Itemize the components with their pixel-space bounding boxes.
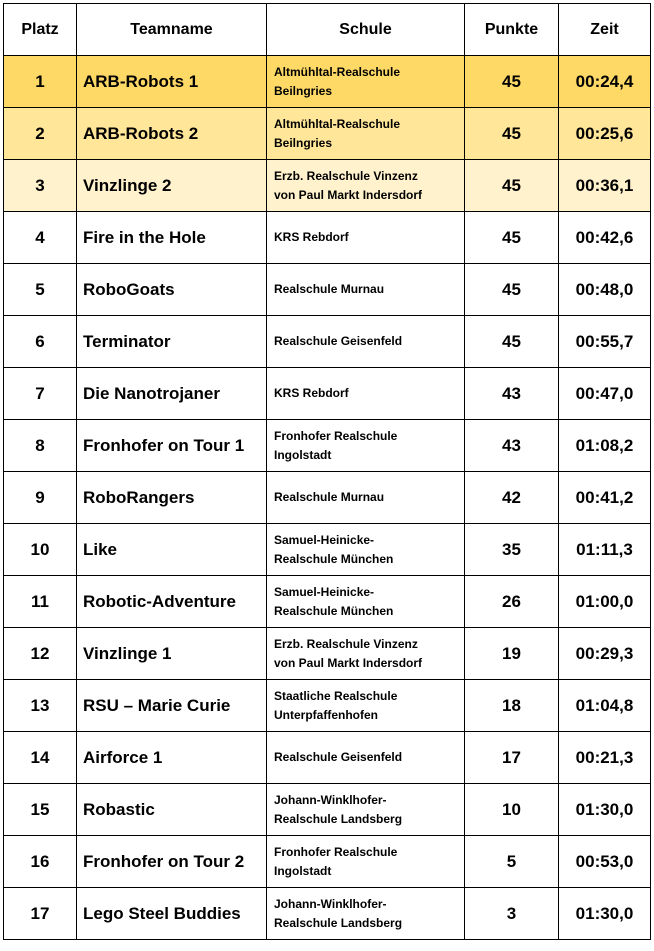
table-row bbox=[4, 576, 651, 628]
table-row bbox=[4, 524, 651, 576]
table-row bbox=[4, 732, 651, 784]
cell-teamname: Terminator bbox=[77, 316, 267, 368]
schule-line-1: Fronhofer Realschule bbox=[274, 428, 398, 443]
schule-line-1: Realschule Geisenfeld bbox=[274, 750, 403, 764]
cell-teamname: RoboRangers bbox=[77, 472, 267, 524]
cell-teamname: Fire in the Hole bbox=[77, 212, 267, 264]
cell-zeit: 00:55,7 bbox=[559, 316, 651, 368]
table-row bbox=[4, 836, 651, 888]
cell-schule bbox=[267, 524, 465, 576]
cell-zeit: 01:30,0 bbox=[559, 784, 651, 836]
cell-punkte: 18 bbox=[465, 680, 559, 732]
cell-schule bbox=[267, 316, 465, 368]
cell-schule bbox=[267, 680, 465, 732]
schule-line-1: KRS Rebdorf bbox=[274, 230, 349, 244]
schule-line-1: Altmühltal-Realschule bbox=[274, 64, 401, 79]
table-row bbox=[4, 56, 651, 108]
cell-schule bbox=[267, 836, 465, 888]
schule-line-1: Altmühltal-Realschule bbox=[274, 116, 401, 131]
cell-punkte: 5 bbox=[465, 836, 559, 888]
cell-punkte: 17 bbox=[465, 732, 559, 784]
cell-punkte: 45 bbox=[465, 56, 559, 108]
cell-teamname: Die Nanotrojaner bbox=[77, 368, 267, 420]
header-zeit: Zeit bbox=[559, 4, 651, 56]
results-table bbox=[3, 3, 651, 940]
schule-line-2: Beilngries bbox=[274, 135, 333, 150]
cell-zeit: 00:21,3 bbox=[559, 732, 651, 784]
cell-zeit: 00:47,0 bbox=[559, 368, 651, 420]
cell-teamname: Vinzlinge 1 bbox=[77, 628, 267, 680]
cell-schule bbox=[267, 732, 465, 784]
schule-line-1: Samuel-Heinicke- bbox=[274, 532, 375, 547]
cell-zeit: 00:48,0 bbox=[559, 264, 651, 316]
cell-platz: 2 bbox=[4, 108, 77, 160]
cell-platz: 12 bbox=[4, 628, 77, 680]
cell-platz: 3 bbox=[4, 160, 77, 212]
cell-platz: 10 bbox=[4, 524, 77, 576]
schule-line-1: Erzb. Realschule Vinzenz bbox=[274, 168, 418, 183]
schule-line-2: Realschule Landsberg bbox=[274, 915, 403, 930]
schule-line-1: Staatliche Realschule bbox=[274, 688, 398, 703]
schule-line-1: Samuel-Heinicke- bbox=[274, 584, 375, 599]
table-row bbox=[4, 160, 651, 212]
cell-schule bbox=[267, 472, 465, 524]
header-punkte: Punkte bbox=[465, 4, 559, 56]
cell-schule bbox=[267, 160, 465, 212]
schule-line-2: Realschule Landsberg bbox=[274, 811, 403, 826]
header-schule: Schule bbox=[267, 4, 465, 56]
schule-line-1: KRS Rebdorf bbox=[274, 386, 349, 400]
schule-line-1: Johann-Winklhofer- bbox=[274, 896, 387, 911]
table-row bbox=[4, 316, 651, 368]
header-teamname: Teamname bbox=[77, 4, 267, 56]
cell-schule bbox=[267, 264, 465, 316]
cell-schule bbox=[267, 628, 465, 680]
schule-line-2: von Paul Markt Indersdorf bbox=[274, 187, 423, 202]
cell-teamname: Robotic-Adventure bbox=[77, 576, 267, 628]
schule-line-2: Realschule München bbox=[274, 551, 394, 566]
header-platz: Platz bbox=[4, 4, 77, 56]
cell-punkte: 35 bbox=[465, 524, 559, 576]
cell-teamname: Fronhofer on Tour 2 bbox=[77, 836, 267, 888]
cell-schule bbox=[267, 108, 465, 160]
cell-punkte: 42 bbox=[465, 472, 559, 524]
cell-punkte: 45 bbox=[465, 160, 559, 212]
cell-platz: 14 bbox=[4, 732, 77, 784]
schule-line-1: Johann-Winklhofer- bbox=[274, 792, 387, 807]
table-row bbox=[4, 888, 651, 940]
schule-line-2: Ingolstadt bbox=[274, 863, 332, 878]
cell-schule bbox=[267, 784, 465, 836]
cell-punkte: 45 bbox=[465, 212, 559, 264]
cell-zeit: 00:25,6 bbox=[559, 108, 651, 160]
table-row bbox=[4, 212, 651, 264]
cell-platz: 17 bbox=[4, 888, 77, 940]
cell-zeit: 01:30,0 bbox=[559, 888, 651, 940]
cell-platz: 4 bbox=[4, 212, 77, 264]
cell-zeit: 01:08,2 bbox=[559, 420, 651, 472]
cell-punkte: 43 bbox=[465, 420, 559, 472]
cell-punkte: 10 bbox=[465, 784, 559, 836]
cell-schule bbox=[267, 56, 465, 108]
schule-line-2: Realschule München bbox=[274, 603, 394, 618]
cell-zeit: 00:36,1 bbox=[559, 160, 651, 212]
cell-zeit: 01:11,3 bbox=[559, 524, 651, 576]
cell-teamname: RSU – Marie Curie bbox=[77, 680, 267, 732]
schule-line-2: von Paul Markt Indersdorf bbox=[274, 655, 423, 670]
cell-schule bbox=[267, 420, 465, 472]
header-row bbox=[4, 4, 651, 56]
table-body bbox=[4, 56, 651, 940]
cell-teamname: Vinzlinge 2 bbox=[77, 160, 267, 212]
table-row bbox=[4, 680, 651, 732]
cell-platz: 8 bbox=[4, 420, 77, 472]
cell-punkte: 19 bbox=[465, 628, 559, 680]
cell-platz: 15 bbox=[4, 784, 77, 836]
table-row bbox=[4, 108, 651, 160]
cell-schule bbox=[267, 212, 465, 264]
cell-punkte: 45 bbox=[465, 108, 559, 160]
schule-line-1: Realschule Murnau bbox=[274, 282, 385, 296]
table-row bbox=[4, 264, 651, 316]
cell-punkte: 43 bbox=[465, 368, 559, 420]
schule-line-2: Beilngries bbox=[274, 83, 333, 98]
schule-line-1: Realschule Geisenfeld bbox=[274, 334, 403, 348]
cell-platz: 13 bbox=[4, 680, 77, 732]
cell-teamname: Airforce 1 bbox=[77, 732, 267, 784]
cell-platz: 6 bbox=[4, 316, 77, 368]
cell-zeit: 01:04,8 bbox=[559, 680, 651, 732]
cell-schule bbox=[267, 576, 465, 628]
cell-zeit: 00:42,6 bbox=[559, 212, 651, 264]
cell-teamname: Fronhofer on Tour 1 bbox=[77, 420, 267, 472]
cell-zeit: 00:41,2 bbox=[559, 472, 651, 524]
cell-platz: 9 bbox=[4, 472, 77, 524]
cell-platz: 7 bbox=[4, 368, 77, 420]
table-row bbox=[4, 420, 651, 472]
cell-platz: 5 bbox=[4, 264, 77, 316]
cell-teamname: RoboGoats bbox=[77, 264, 267, 316]
schule-line-1: Fronhofer Realschule bbox=[274, 844, 398, 859]
cell-teamname: Lego Steel Buddies bbox=[77, 888, 267, 940]
cell-zeit: 01:00,0 bbox=[559, 576, 651, 628]
table-row bbox=[4, 784, 651, 836]
table-row bbox=[4, 628, 651, 680]
cell-schule bbox=[267, 888, 465, 940]
cell-punkte: 26 bbox=[465, 576, 559, 628]
cell-punkte: 3 bbox=[465, 888, 559, 940]
schule-line-2: Unterpfaffenhofen bbox=[274, 707, 378, 722]
cell-zeit: 00:24,4 bbox=[559, 56, 651, 108]
schule-line-1: Realschule Murnau bbox=[274, 490, 385, 504]
schule-line-2: Ingolstadt bbox=[274, 447, 332, 462]
cell-zeit: 00:29,3 bbox=[559, 628, 651, 680]
cell-platz: 16 bbox=[4, 836, 77, 888]
schule-line-1: Erzb. Realschule Vinzenz bbox=[274, 636, 418, 651]
cell-teamname: ARB-Robots 2 bbox=[77, 108, 267, 160]
cell-platz: 11 bbox=[4, 576, 77, 628]
cell-punkte: 45 bbox=[465, 316, 559, 368]
cell-punkte: 45 bbox=[465, 264, 559, 316]
cell-teamname: Robastic bbox=[77, 784, 267, 836]
cell-zeit: 00:53,0 bbox=[559, 836, 651, 888]
cell-teamname: Like bbox=[77, 524, 267, 576]
cell-teamname: ARB-Robots 1 bbox=[77, 56, 267, 108]
table-row bbox=[4, 368, 651, 420]
cell-schule bbox=[267, 368, 465, 420]
table-row bbox=[4, 472, 651, 524]
cell-platz: 1 bbox=[4, 56, 77, 108]
